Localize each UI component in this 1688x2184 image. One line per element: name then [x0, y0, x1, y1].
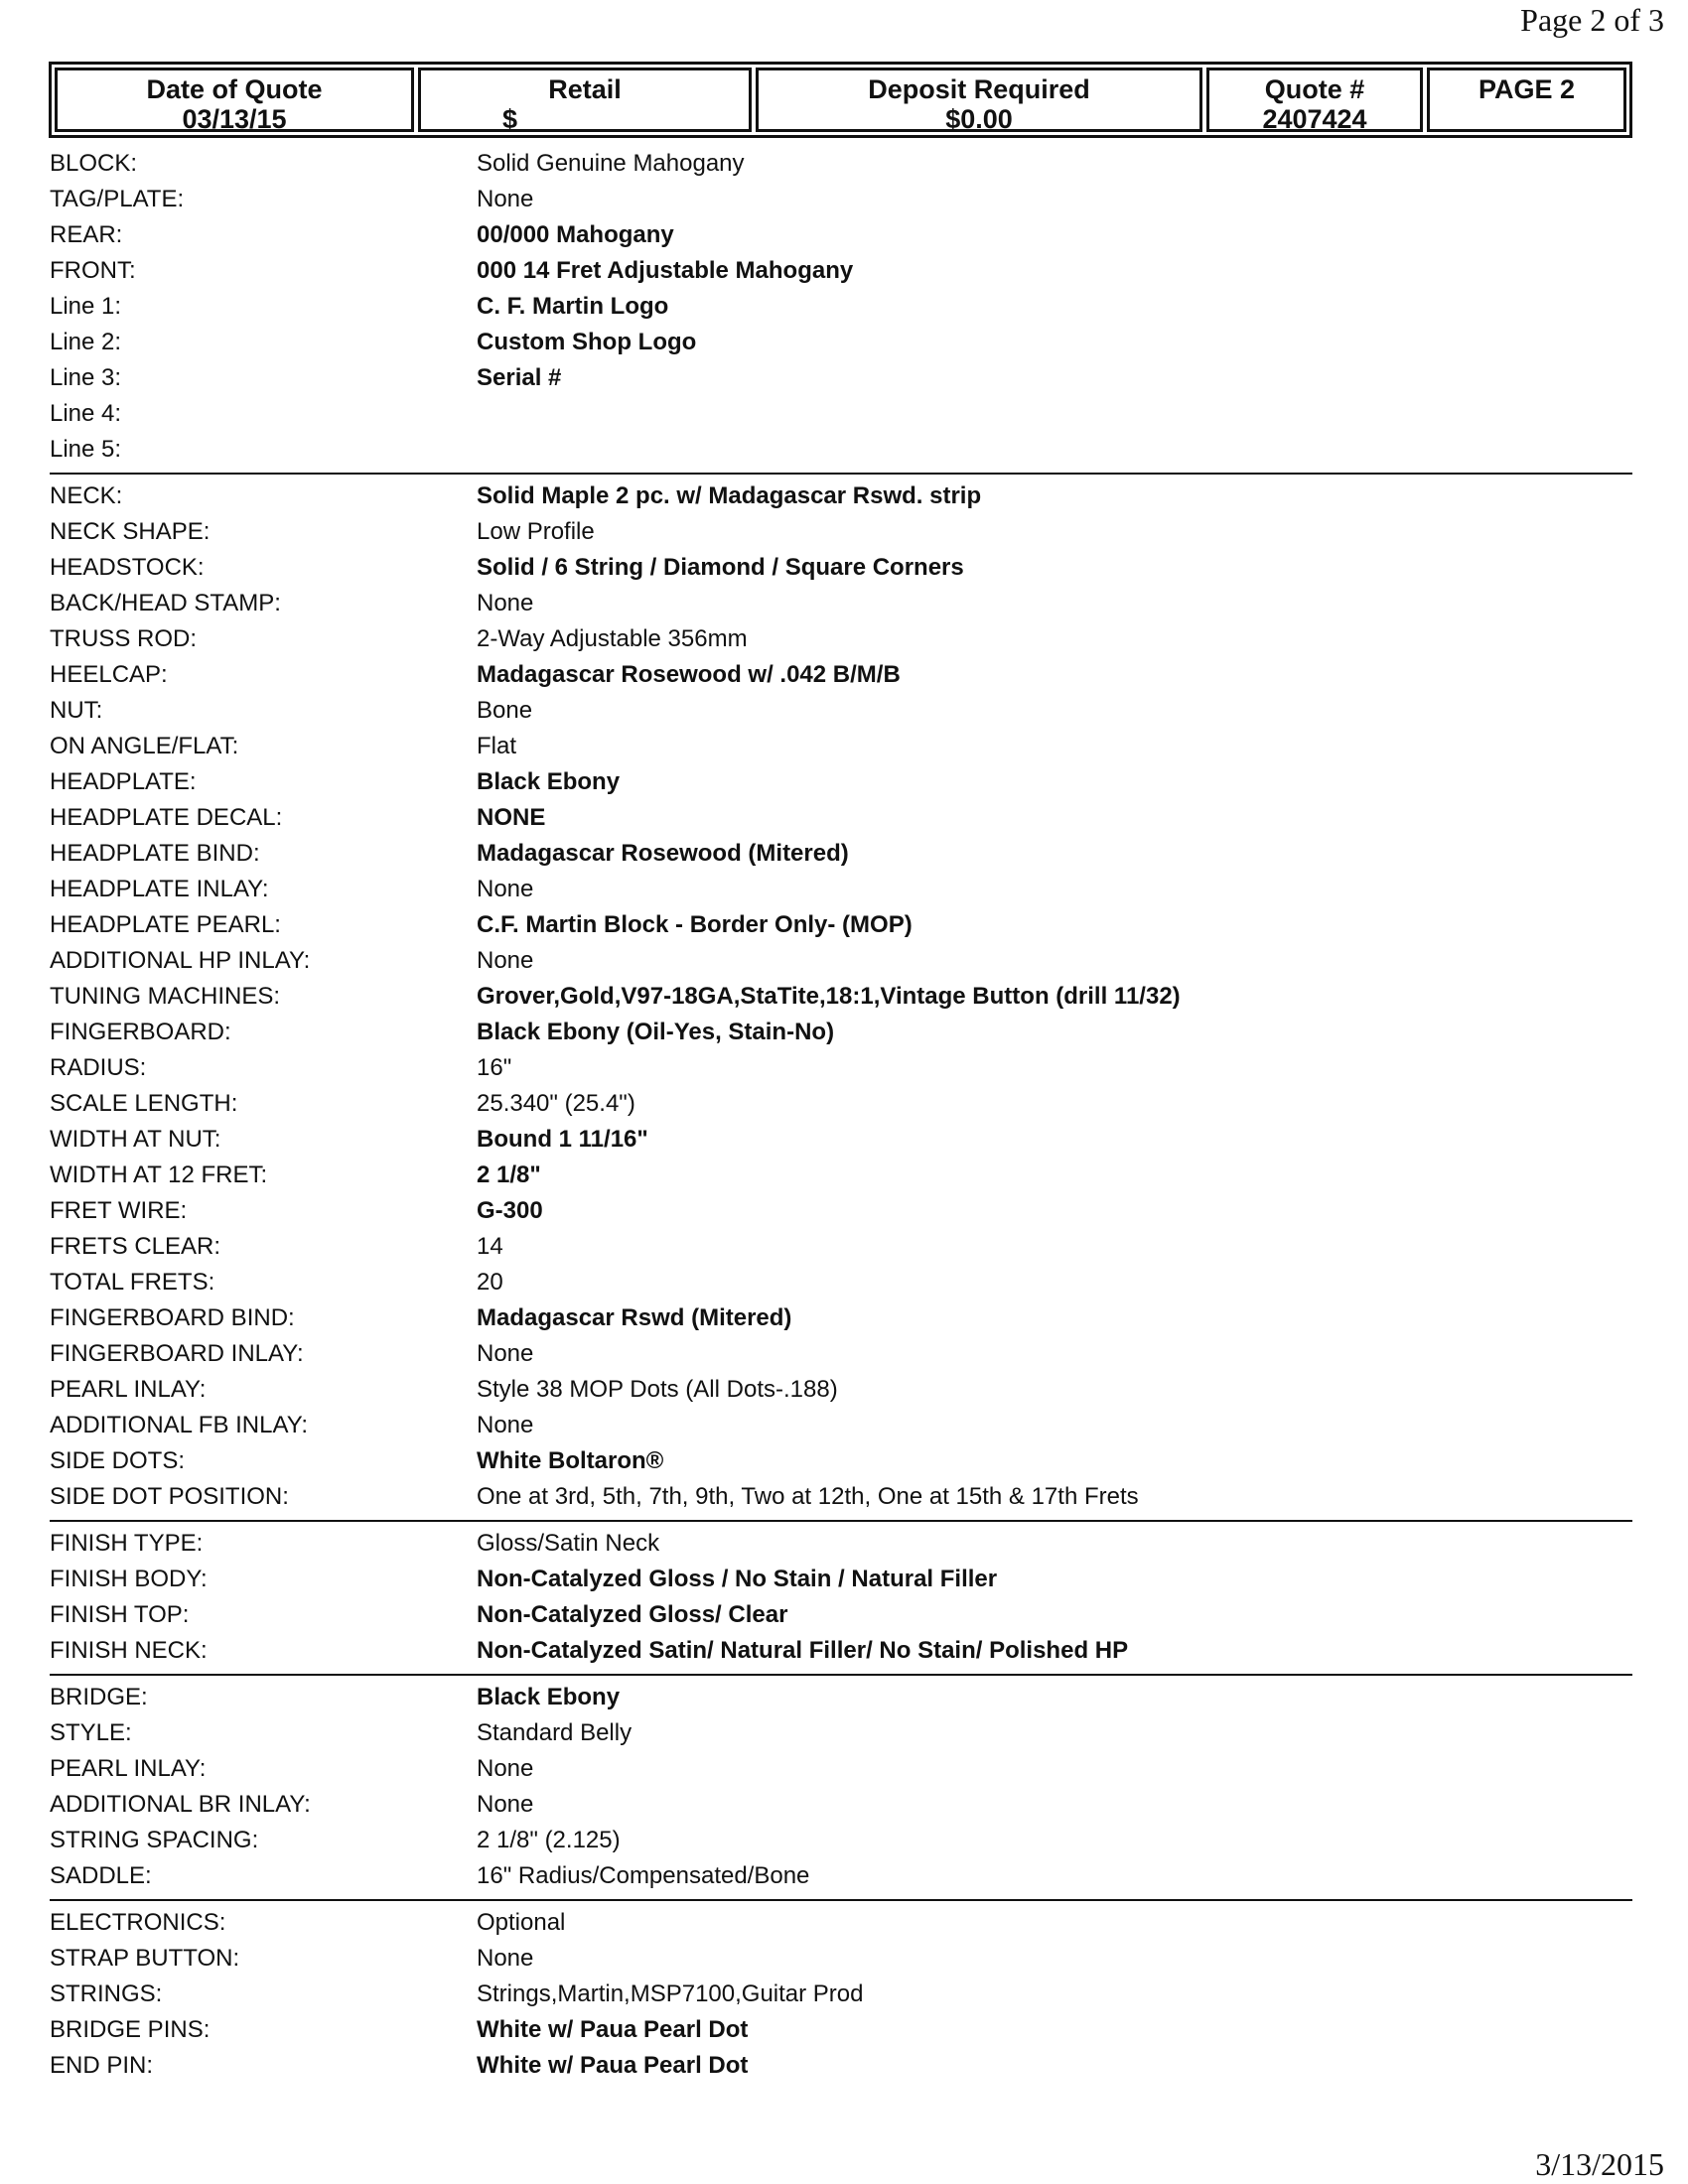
spec-value: None [477, 590, 534, 616]
spec-row [50, 621, 1632, 657]
spec-label: SADDLE: [50, 1862, 152, 1889]
spec-label: FINGERBOARD INLAY: [50, 1340, 304, 1367]
spec-value: White w/ Paua Pearl Dot [477, 2016, 749, 2043]
spec-value: Optional [477, 1909, 566, 1936]
spec-value: Custom Shop Logo [477, 329, 697, 355]
spec-value: Solid Maple 2 pc. w/ Madagascar Rswd. strip [477, 482, 982, 509]
spec-value: None [477, 186, 534, 212]
spec-label: TRUSS ROD: [50, 625, 198, 652]
spec-value: Flat [477, 733, 517, 759]
section-divider [50, 1899, 1632, 1901]
spec-label: Line 4: [50, 400, 122, 427]
spec-row [50, 1905, 1632, 1941]
spec-label: HEADPLATE: [50, 768, 197, 795]
spec-row [50, 1443, 1632, 1479]
spec-value: Grover,Gold,V97-18GA,StaTite,18:1,Vintage Button (drill 11/32) [477, 983, 1181, 1010]
spec-value: One at 3rd, 5th, 7th, 9th, Two at 12th, One at 15th & 17th Frets [477, 1483, 1139, 1510]
spec-row [50, 586, 1632, 621]
spec-label: REAR: [50, 221, 123, 248]
header-cell-deposit [756, 68, 1202, 132]
spec-label: FINISH BODY: [50, 1566, 208, 1592]
spec-value: Bound 1 11/16" [477, 1126, 648, 1153]
quote-header [49, 62, 1632, 138]
spec-row [50, 217, 1632, 253]
spec-value: None [477, 1340, 534, 1367]
spec-row [50, 253, 1632, 289]
spec-value: Madagascar Rswd (Mitered) [477, 1304, 792, 1331]
spec-value: 00/000 Mahogany [477, 221, 674, 248]
spec-value: Black Ebony (Oil-Yes, Stain-No) [477, 1019, 835, 1045]
spec-row [50, 872, 1632, 907]
spec-row [50, 1229, 1632, 1265]
spec-value: Non-Catalyzed Gloss/ Clear [477, 1601, 788, 1628]
header-cell-quote [1206, 68, 1423, 132]
quote-value: 2407424 [1262, 104, 1367, 134]
spec-value: 16" Radius/Compensated/Bone [477, 1862, 810, 1889]
section-divider [50, 473, 1632, 475]
spec-value: 2 1/8" [477, 1161, 541, 1188]
spec-label: FINGERBOARD BIND: [50, 1304, 295, 1331]
spec-row [50, 514, 1632, 550]
spec-label: NUT: [50, 697, 103, 724]
section-divider [50, 1520, 1632, 1522]
spec-value: 000 14 Fret Adjustable Mahogany [477, 257, 854, 284]
spec-label: Line 5: [50, 436, 122, 463]
spec-value: C.F. Martin Block - Border Only- (MOP) [477, 911, 913, 938]
retail-label: Retail [548, 74, 622, 104]
spec-value: C. F. Martin Logo [477, 293, 669, 320]
spec-row [50, 729, 1632, 764]
spec-row [50, 1479, 1632, 1515]
spec-value: 16" [477, 1054, 512, 1081]
spec-value: White w/ Paua Pearl Dot [477, 2052, 749, 2079]
spec-row [50, 2048, 1632, 2084]
spec-label: HEADPLATE BIND: [50, 840, 260, 867]
spec-row [50, 1015, 1632, 1050]
spec-value: 14 [477, 1233, 503, 1260]
spec-row [50, 1858, 1632, 1894]
spec-row [50, 1408, 1632, 1443]
spec-row [50, 1265, 1632, 1300]
spec-value: White Boltaron® [477, 1447, 664, 1474]
spec-row [50, 1122, 1632, 1158]
spec-value: Black Ebony [477, 1684, 621, 1710]
spec-label: ADDITIONAL BR INLAY: [50, 1791, 311, 1818]
spec-value: NONE [477, 804, 546, 831]
spec-row [50, 1086, 1632, 1122]
quote-label: Quote # [1264, 74, 1365, 104]
spec-label: ELECTRONICS: [50, 1909, 226, 1936]
spec-row [50, 396, 1632, 432]
spec-value: None [477, 1791, 534, 1818]
spec-label: SCALE LENGTH: [50, 1090, 238, 1117]
spec-label: SIDE DOT POSITION: [50, 1483, 289, 1510]
spec-row [50, 1751, 1632, 1787]
spec-value: Strings,Martin,MSP7100,Guitar Prod [477, 1980, 864, 2007]
spec-label: FINISH NECK: [50, 1637, 208, 1664]
spec-row [50, 478, 1632, 514]
spec-label: ON ANGLE/FLAT: [50, 733, 239, 759]
spec-label: BLOCK: [50, 150, 138, 177]
page-label: PAGE 2 [1477, 74, 1576, 104]
spec-row [50, 1680, 1632, 1715]
spec-label: HEELCAP: [50, 661, 168, 688]
date-value: 03/13/15 [182, 104, 287, 134]
spec-row [50, 836, 1632, 872]
spec-row [50, 764, 1632, 800]
spec-row [50, 360, 1632, 396]
spec-value: Solid / 6 String / Diamond / Square Corners [477, 554, 964, 581]
spec-list [50, 146, 1632, 2084]
spec-row [50, 432, 1632, 468]
spec-label: TAG/PLATE: [50, 186, 185, 212]
header-cell-page [1427, 68, 1626, 132]
spec-row [50, 800, 1632, 836]
spec-row [50, 943, 1632, 979]
spec-label: FRET WIRE: [50, 1197, 188, 1224]
spec-row [50, 1050, 1632, 1086]
spec-row [50, 1526, 1632, 1562]
spec-value: Black Ebony [477, 768, 621, 795]
spec-label: ADDITIONAL FB INLAY: [50, 1412, 309, 1438]
spec-row [50, 289, 1632, 325]
spec-label: Line 1: [50, 293, 122, 320]
spec-row [50, 657, 1632, 693]
spec-label: TUNING MACHINES: [50, 983, 281, 1010]
spec-value: None [477, 1755, 534, 1782]
spec-value: Standard Belly [477, 1719, 633, 1746]
spec-value: None [477, 1412, 534, 1438]
retail-value: $ [502, 104, 518, 134]
spec-label: HEADPLATE DECAL: [50, 804, 283, 831]
spec-value: Solid Genuine Mahogany [477, 150, 745, 177]
spec-row [50, 1715, 1632, 1751]
date-label: Date of Quote [146, 74, 323, 104]
spec-label: STRAP BUTTON: [50, 1945, 240, 1972]
spec-label: WIDTH AT NUT: [50, 1126, 221, 1153]
header-cell-retail [418, 68, 752, 132]
spec-row [50, 1193, 1632, 1229]
spec-label: STYLE: [50, 1719, 132, 1746]
spec-label: HEADSTOCK: [50, 554, 205, 581]
footer-date: 3/13/2015 [1535, 2146, 1664, 2182]
spec-value: None [477, 876, 534, 902]
spec-label: RADIUS: [50, 1054, 147, 1081]
page-indicator: Page 2 of 3 [1520, 2, 1664, 38]
spec-row [50, 1823, 1632, 1858]
spec-row [50, 1158, 1632, 1193]
spec-value: Low Profile [477, 518, 595, 545]
spec-row [50, 1562, 1632, 1597]
spec-row [50, 1300, 1632, 1336]
spec-label: PEARL INLAY: [50, 1755, 207, 1782]
spec-value: 20 [477, 1269, 503, 1296]
spec-row [50, 1977, 1632, 2012]
spec-label: END PIN: [50, 2052, 154, 2079]
spec-row [50, 1941, 1632, 1977]
spec-label: BRIDGE: [50, 1684, 148, 1710]
spec-row [50, 1372, 1632, 1408]
spec-label: Line 2: [50, 329, 122, 355]
spec-label: BRIDGE PINS: [50, 2016, 211, 2043]
spec-value: Gloss/Satin Neck [477, 1530, 660, 1557]
spec-label: FRONT: [50, 257, 136, 284]
section-divider [50, 1674, 1632, 1676]
spec-value: None [477, 947, 534, 974]
spec-label: STRINGS: [50, 1980, 163, 2007]
spec-value: Non-Catalyzed Gloss / No Stain / Natural Filler [477, 1566, 998, 1592]
spec-row [50, 979, 1632, 1015]
spec-row [50, 325, 1632, 360]
spec-value: G-300 [477, 1197, 543, 1224]
spec-row [50, 550, 1632, 586]
spec-label: ADDITIONAL HP INLAY: [50, 947, 311, 974]
spec-label: TOTAL FRETS: [50, 1269, 215, 1296]
spec-row [50, 146, 1632, 182]
spec-label: WIDTH AT 12 FRET: [50, 1161, 268, 1188]
spec-row [50, 2012, 1632, 2048]
spec-label: HEADPLATE PEARL: [50, 911, 281, 938]
spec-value: 2 1/8" (2.125) [477, 1827, 621, 1853]
spec-row [50, 1633, 1632, 1669]
spec-value: None [477, 1945, 534, 1972]
spec-value: Madagascar Rosewood (Mitered) [477, 840, 849, 867]
spec-label: BACK/HEAD STAMP: [50, 590, 281, 616]
spec-label: FINISH TOP: [50, 1601, 190, 1628]
spec-value: Non-Catalyzed Satin/ Natural Filler/ No Stain/ Polished HP [477, 1637, 1129, 1664]
deposit-label: Deposit Required [868, 74, 1090, 104]
spec-value: 2-Way Adjustable 356mm [477, 625, 748, 652]
spec-row [50, 1787, 1632, 1823]
spec-label: HEADPLATE INLAY: [50, 876, 269, 902]
spec-value: 25.340" (25.4") [477, 1090, 635, 1117]
spec-row [50, 1336, 1632, 1372]
header-cell-date [55, 68, 414, 132]
spec-value: Serial # [477, 364, 562, 391]
spec-label: Line 3: [50, 364, 122, 391]
spec-value: Style 38 MOP Dots (All Dots-.188) [477, 1376, 838, 1403]
deposit-value: $0.00 [945, 104, 1013, 134]
spec-label: NECK SHAPE: [50, 518, 211, 545]
spec-row [50, 907, 1632, 943]
spec-value: Bone [477, 697, 533, 724]
spec-label: FRETS CLEAR: [50, 1233, 221, 1260]
spec-label: FINISH TYPE: [50, 1530, 204, 1557]
spec-label: PEARL INLAY: [50, 1376, 207, 1403]
spec-label: FINGERBOARD: [50, 1019, 231, 1045]
spec-row [50, 693, 1632, 729]
spec-row [50, 182, 1632, 217]
spec-row [50, 1597, 1632, 1633]
spec-label: STRING SPACING: [50, 1827, 259, 1853]
spec-value: Madagascar Rosewood w/ .042 B/M/B [477, 661, 901, 688]
spec-label: SIDE DOTS: [50, 1447, 186, 1474]
spec-label: NECK: [50, 482, 123, 509]
